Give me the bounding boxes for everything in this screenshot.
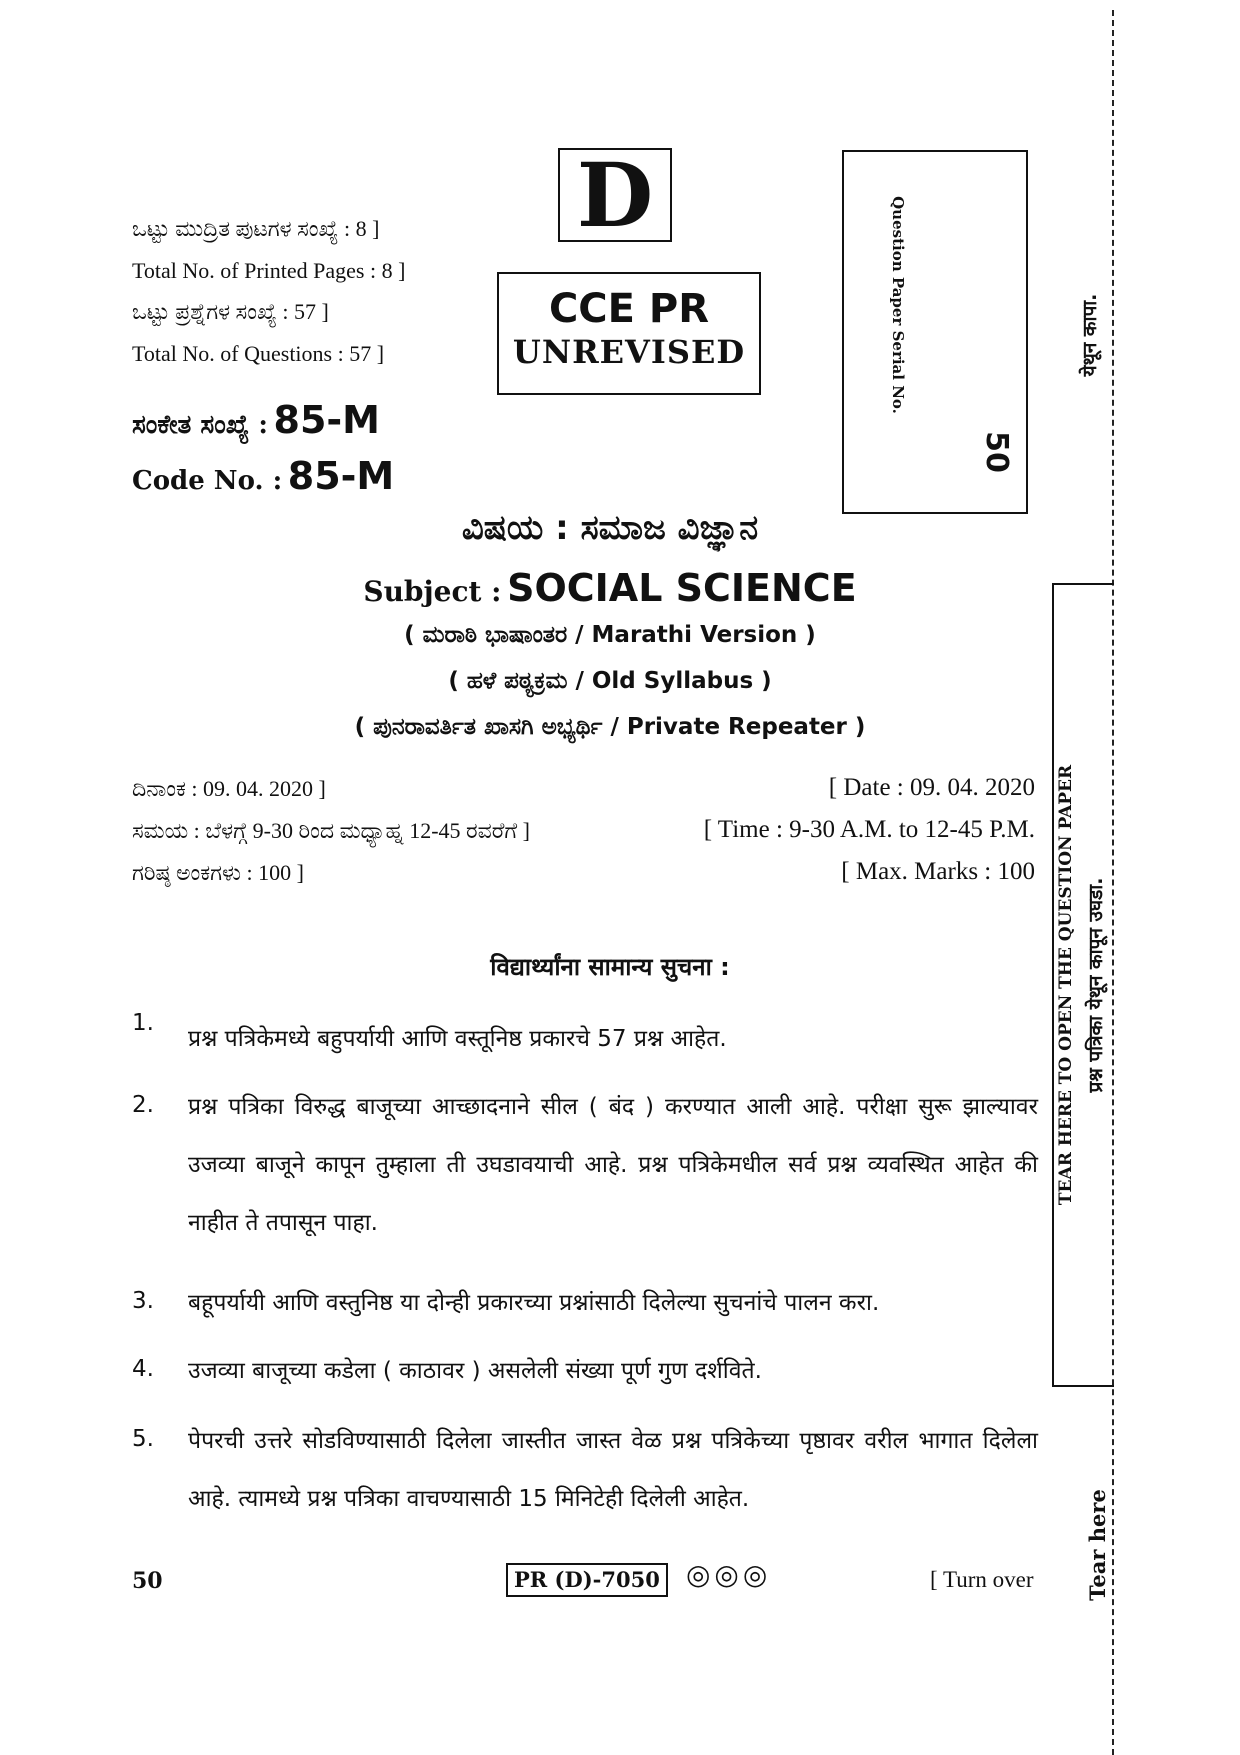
paper-type-box [497, 272, 761, 395]
instruction-number: 3. [132, 1288, 154, 1314]
paper-code: PR (D)-7050 [506, 1563, 668, 1597]
paper-type-line1: CCE PR [548, 286, 710, 332]
version-line: ( ಮರಾಠಿ ಭಾಷಾಂತರ / Marathi Version ) [404, 622, 816, 648]
instruction-text: प्रश्न पत्रिका विरुद्ध बाजूच्या आच्छादनाने सील ( बंद ) करण्यात आली आहे. परीक्षा सुरू झाल्यावर उजव्या बाजूने कापून तुम्हाला ती उघडावयाची आहे. प्रश्न पत्रिकेमधील सर्व प्रश्न व्यवस्थित आहेत की नाहीत ते तपासून पाहा. [188, 1094, 1038, 1236]
serial-label: Question Paper Serial No. [889, 196, 907, 414]
code-en [132, 454, 394, 498]
instruction-number: 4. [132, 1356, 154, 1382]
subject-en-label: Subject : [363, 575, 502, 608]
subject-en-value: SOCIAL SCIENCE [507, 566, 857, 610]
code-en-value: 85-M [287, 454, 395, 498]
code-kn-value: 85-M [273, 398, 380, 442]
circle-symbols-icon: ◎◎◎ [686, 1558, 772, 1591]
instruction-number: 2. [132, 1092, 154, 1118]
time-kn: ಸಮಯ : ಬೆಳಗ್ಗೆ 9-30 ರಿಂದ ಮಧ್ಯಾಹ್ನ 12-45 ರವರೆಗೆ ] [132, 818, 530, 843]
instruction-text: उजव्या बाजूच्या कडेला ( काठावर ) असलेली संख्या पूर्ण गुण दर्शविते. [188, 1358, 762, 1384]
candidate-line: ( ಪುನರಾವರ್ತಿತ ಖಾಸಗಿ ಅಭ್ಯರ್ಥಿ / Private Repeater ) [354, 714, 866, 740]
instruction-item-3 [132, 1274, 1038, 1332]
instruction-text: बहूपर्यायी आणि वस्तुनिष्ठ या दोन्ही प्रकारच्या प्रश्नांसाठी दिलेल्या सुचनांचे पालन करा. [188, 1290, 880, 1316]
date-en: [ Date : 09. 04. 2020 [828, 774, 1035, 801]
paper-type-line2: UNREVISED [512, 333, 746, 371]
instruction-item-5 [132, 1412, 1038, 1528]
instruction-item-2 [132, 1078, 1038, 1252]
serial-number: 50 [979, 431, 1014, 473]
tear-here-label: Tear here [1085, 1489, 1110, 1601]
total-pages-en: Total No. of Printed Pages : 8 ] [132, 258, 406, 283]
instruction-number: 5. [132, 1426, 154, 1452]
turn-over: [ Turn over [930, 1567, 1034, 1592]
marks-kn: ಗರಿಷ್ಠ ಅಂಕಗಳು : 100 ] [132, 860, 304, 885]
total-questions-en: Total No. of Questions : 57 ] [132, 341, 385, 366]
total-pages-kn: ಒಟ್ಟು ಮುದ್ರಿತ ಪುಟಗಳ ಸಂಖ್ಯೆ : 8 ] [132, 216, 380, 241]
tear-here-mr: प्रश्न पत्रिका येथून कापून उघडा. [1085, 877, 1107, 1093]
instructions-title: विद्यार्थ्यांना सामान्य सुचना : [490, 953, 730, 981]
version-letter-box: D [558, 148, 672, 242]
instruction-number: 1. [132, 1010, 154, 1036]
marks-en: [ Max. Marks : 100 [841, 858, 1035, 885]
page-code: 50 [132, 1568, 163, 1594]
code-kn-label: ಸಂಕೇತ ಸಂಖ್ಯೆ : [132, 410, 268, 440]
time-en: [ Time : 9-30 A.M. to 12-45 P.M. [703, 816, 1035, 843]
code-en-label: Code No. : [132, 466, 283, 496]
total-questions-kn: ಒಟ್ಟು ಪ್ರಶ್ನೆಗಳ ಸಂಖ್ಯೆ : 57 ] [132, 299, 329, 324]
syllabus-line: ( ಹಳೆ ಪಠ್ಯಕ್ರಮ / Old Syllabus ) [448, 668, 772, 694]
instruction-text: पेपरची उत्तरे सोडविण्यासाठी दिलेला जास्तीत जास्त वेळ प्रश्न पत्रिकेच्या पृष्ठावर वरील भागात दिलेला आहे. त्यामध्ये प्रश्न पत्रिका वाचण्यासाठी 15 मिनिटेही दिलेली आहेत. [188, 1428, 1038, 1512]
instruction-text: प्रश्न पत्रिकेमध्ये बहुपर्यायी आणि वस्तूनिष्ठ प्रकारचे 57 प्रश्न आहेत. [188, 1026, 727, 1052]
tear-here-en: TEAR HERE TO OPEN THE QUESTION PAPER [1056, 764, 1076, 1206]
code-kn [132, 398, 380, 442]
instruction-item-4 [132, 1342, 1038, 1400]
subject-en [180, 566, 1040, 610]
date-kn: ದಿನಾಂಕ : 09. 04. 2020 ] [132, 776, 326, 801]
instruction-item-1 [132, 1010, 1038, 1054]
subject-kn: ವಿಷಯ : ಸಮಾಜ ವಿಜ್ಞಾನ [461, 508, 759, 548]
cut-here-mr: येथून कापा. [1079, 293, 1101, 377]
